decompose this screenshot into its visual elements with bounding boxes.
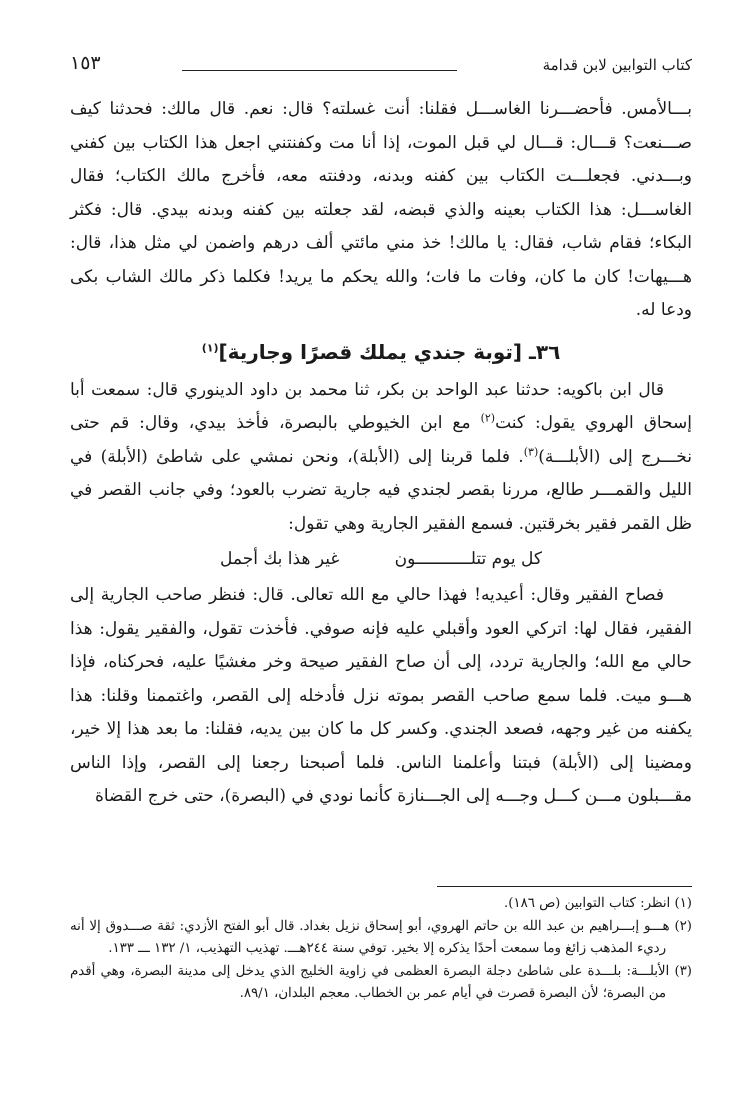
footnotes (70, 893, 692, 1006)
poem-first-hemistich: كل يوم تتلـــــــــــون (394, 549, 542, 569)
header-rule (182, 70, 457, 71)
footnote-2: (٢) هـــو إبـــراهيم بن عبد الله بن حاتم الهروي، أبو إسحاق نزيل بغداد. قال أبو الفتح الأزدي: ثقة صـــدوق إلا أنه رديء المذهب زائغ وما سمعت أحدًا يذكره إلا بخير. توفي سنة ٢٤٤هـــ. تهذيب التهذيب، ١/ ١٣٢ ـــ ١٣٣. (70, 918, 692, 956)
footnote-separator (437, 886, 692, 887)
paragraph-3: فصاح الفقير وقال: أعيديه! فهذا حالي مع الله تعالى. قال: فنظر صاحب الجارية إلى الفقير، فقال لها: اتركي العود وأقبلي عليه فإنه صوفي. فأخذت تقول، والفقير يقول: هذا حالي مع الله؛ والجارية تردد، إلى أن صاح الفقير صيحة وخر مغشيًا عليه، فحركناه، فإذا هـــو ميت. فلما سمع صاحب القصر بموته نزل فأدخله إلى القصر، واغتممنا وقلنا: هذا يكفنه من غير وجهه، فصعد الجندي. وكسر كل ما كان بين يديه، فقلنا: ما بعد هذا إلا خير، ومضينا إلى (الأبلة) فبتنا وأعلمنا الناس. فلما أصبحنا رجعنا إلى القصر، وإذا الناس مقـــبلون مـــن كـــل وجـــه إلى الجـــنازة كأنما نودي في (البصرة)، حتى خرج القضاة (70, 585, 692, 806)
running-header (70, 52, 692, 82)
paragraph-1: بـــالأمس. فأحضـــرنا الغاســـل فقلنا: أنت غسلته؟ قال: نعم. قال مالك: فحدثنا كيف صـــنعت؟ قـــال: قـــال لي قبل الموت، إذا أنا مت وكفنتني اجعل هذا الكتاب بين كفني وبـــدني. فجعلـــت الكتاب بين كفنه وبدنه، ودفنته معه، فأخرج مالك الكتاب؛ فقال الغاســـل: هذا الكتاب بعينه والذي قبضه، لقد جعلته بين كفنه وبدنه بيدي. قال: فكثر البكاء؛ فقام شاب، فقال: يا مالك! خذ مني مائتي ألف درهم واضمن لي مثل هذا، قال: هـــيهات! كان ما كان، وفات ما فات؛ والله يحكم ما يريد! فكلما ذكر مالك الشاب بكى ودعا له. (70, 99, 692, 320)
footnote-ref-2: (٢) (480, 411, 496, 425)
footnote-3: (٣) الأبلـــة: بلـــدة على شاطئ دجلة البصرة العظمى في زاوية الخليج الذي يدخل إلى مدينة البصرة، وهي أقدم من البصرة؛ لأن البصرة قصرت في أيام عمر بن الخطاب. معجم البلدان، ٨٩/١. (70, 963, 692, 1001)
poem-verse (70, 541, 692, 579)
paragraph-2 (70, 374, 692, 542)
poem-second-hemistich: غير هذا بك أجمل (220, 549, 340, 569)
paragraph-2-part-c: . فلما قربنا إلى (الأبلة)، ونحن نمشي على شاطئ (الأبلة) في الليل والقمـــر طالع، مررنا بقصر لجندي فيه جارية تضرب بالعود؛ وفي جانب القصر في ظل القمر فقير بخرقتين. فسمع الفقير الجارية وهي تقول: (70, 446, 692, 534)
section-heading (70, 332, 692, 372)
footnote-1: (١) انظر: كتاب التوابين (ص ١٨٦). (504, 896, 692, 911)
footnote-ref-3: (٣) (523, 444, 539, 458)
main-text (70, 93, 692, 814)
footnote-ref-1: (١) (201, 340, 219, 354)
paragraph-2-part-b: مع ابن الخيوطي بالبصرة، فأخذ بيدي، وقال: قم حتى نخـــرج إلى (الأبلـــة) (70, 413, 693, 467)
section-title: ٣٦ـ [توبة جندي يملك قصرًا وجارية] (218, 339, 561, 364)
paragraph-2-part-a: قال ابن باكويه: حدثنا عبد الواحد بن بكر، ثنا محمد بن داود الدينوري قال: سمعت أبا إسحاق الهروي يقول: كنت (70, 379, 693, 433)
book-title: كتاب التوابين لابن قدامة (542, 56, 692, 74)
page-number: ١٥٣ (70, 52, 101, 74)
